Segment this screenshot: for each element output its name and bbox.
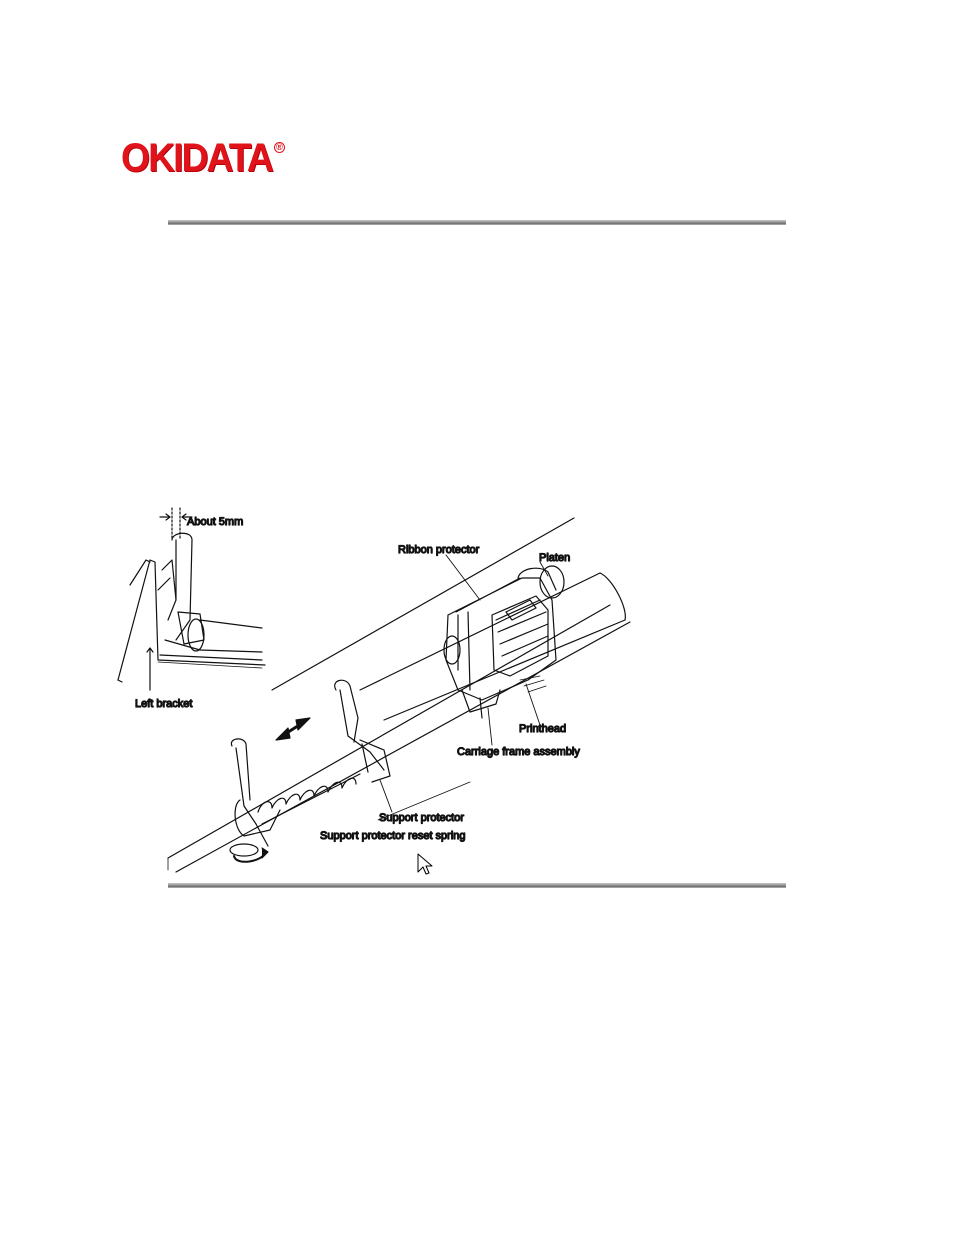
bottom-divider bbox=[168, 883, 786, 888]
label-support-protector: Support protector bbox=[379, 812, 464, 824]
logo-wordmark: OKIDATA bbox=[121, 136, 272, 180]
double-arrow-icon bbox=[276, 718, 310, 740]
label-printhead: Printhead bbox=[519, 723, 567, 735]
left-bracket-inset bbox=[118, 508, 265, 690]
support-protector bbox=[335, 680, 390, 782]
label-gap: About 5mm bbox=[187, 516, 244, 528]
label-reset-spring: Support protector reset spring bbox=[320, 830, 466, 842]
label-carriage-frame: Carriage frame assembly bbox=[457, 746, 580, 758]
mouse-cursor-icon bbox=[418, 854, 432, 874]
registered-mark: ® bbox=[274, 142, 285, 153]
label-left-bracket: Left bracket bbox=[135, 698, 193, 710]
label-ribbon-protector: Ribbon protector bbox=[398, 544, 480, 556]
label-platen: Platen bbox=[539, 552, 571, 564]
